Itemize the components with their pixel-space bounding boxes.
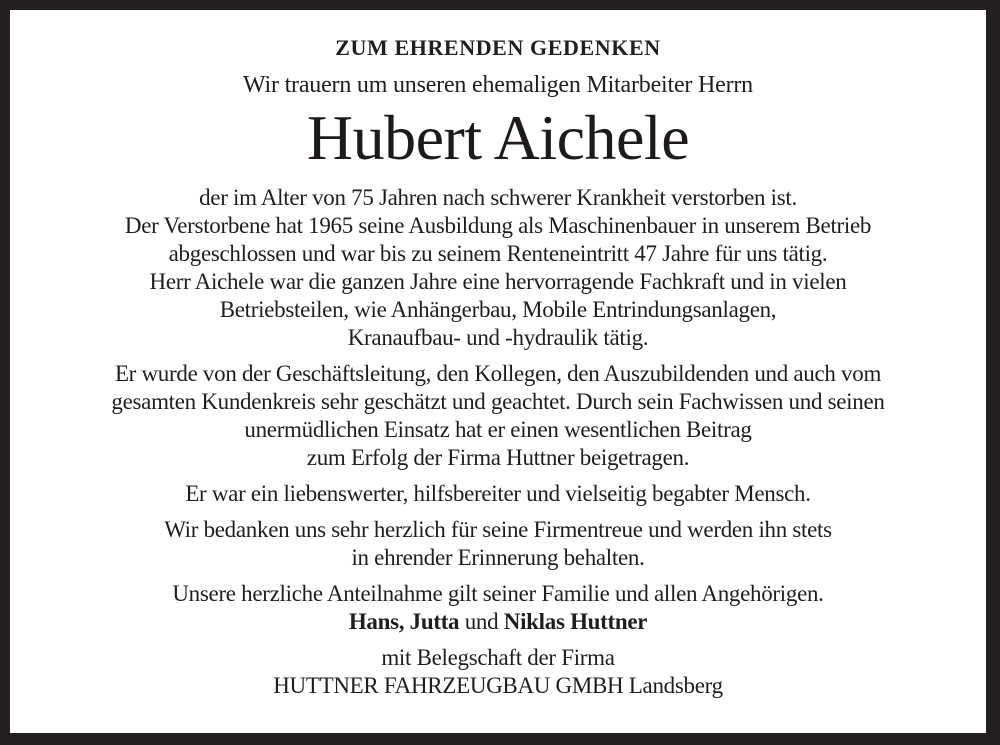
paragraph-character <box>10 480 986 508</box>
notice-intro: Wir trauern um unseren ehemaligen Mitarbeiter Herrn <box>243 72 753 98</box>
text-line: gesamten Kundenkreis sehr geschätzt und geachtet. Durch sein Fachwissen und seinen <box>111 388 885 414</box>
paragraph-biography <box>10 184 986 352</box>
text-line: Wir bedanken uns sehr herzlich für seine Firmentreue und werden ihn stets <box>164 516 832 542</box>
text-line: Er wurde von der Geschäftsleitung, den Kollegen, den Auszubildenden und auch vom <box>114 360 882 386</box>
notice-kicker: ZUM EHRENDEN GEDENKEN <box>335 35 661 60</box>
text-line: Er war ein liebenswerter, hilfsbereiter und vielseitig begabter Mensch. <box>185 480 811 506</box>
text-line: der im Alter von 75 Jahren nach schwerer Krankheit verstorben ist. <box>199 184 797 210</box>
paragraph-company <box>10 644 986 700</box>
text-line: Unsere herzliche Anteilnahme gilt seiner Familie und allen Angehörigen. <box>172 580 824 606</box>
paragraph-gratitude <box>10 516 986 572</box>
text-line: zum Erfolg der Firma Huttner beigetragen. <box>306 444 690 470</box>
signature-names-first: Hans, Jutta <box>348 608 460 634</box>
text-line: Kranaufbau- und -hydraulik tätig. <box>347 324 649 350</box>
notice-content <box>10 10 986 700</box>
paragraph-appreciation <box>10 360 986 472</box>
signature-names-second: Niklas Huttner <box>503 608 648 634</box>
text-line: abgeschlossen und war bis zu seinem Renteneintritt 47 Jahre für uns tätig. <box>168 240 828 266</box>
paragraph-condolence <box>10 580 986 636</box>
company-name-line: HUTTNER FAHRZEUGBAU GMBH Landsberg <box>273 672 723 698</box>
text-line: in ehrender Erinnerung behalten. <box>351 544 645 570</box>
text-line: Der Verstorbene hat 1965 seine Ausbildung als Maschinenbauer in unserem Betrieb <box>124 212 872 238</box>
company-intro-line: mit Belegschaft der Firma <box>381 644 615 670</box>
signature-line <box>10 608 986 636</box>
deceased-name: Hubert Aichele <box>306 102 690 173</box>
text-line: Betriebsteilen, wie Anhängerbau, Mobile Entrindungsanlagen, <box>219 296 777 322</box>
signature-connector: und <box>464 608 499 634</box>
text-line: Herr Aichele war die ganzen Jahre eine hervorragende Fachkraft und in vielen <box>149 268 847 294</box>
text-line: unermüdlichen Einsatz hat er einen wesentlichen Beitrag <box>244 416 752 442</box>
